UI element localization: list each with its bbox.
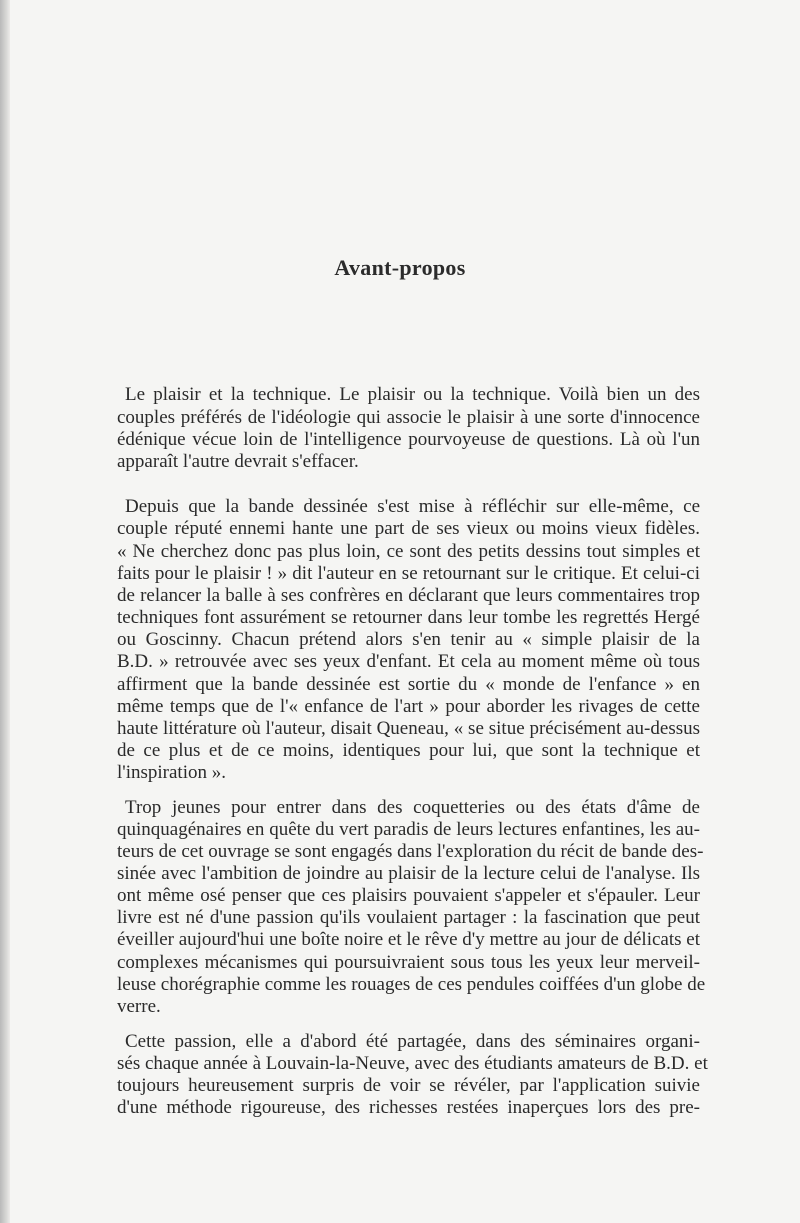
text-line: toujours heureusement surpris de voir se révéler, par l'application suivie — [117, 1075, 700, 1096]
text-line: « Ne cherchez donc pas plus loin, ce sont des petits dessins tout simples et — [117, 541, 700, 562]
text-line-content: Le plaisir et la technique. Le plaisir ou la technique. Voilà bien un des — [125, 384, 700, 405]
text-line: B.D. » retrouvée avec ses yeux d'enfant. Et cela au moment même où tous — [117, 651, 700, 672]
text-line: ou Goscinny. Chacun prétend alors s'en tenir au « simple plaisir de la — [117, 629, 700, 650]
text-line: Depuis que la bande dessinée s'est mise à réfléchir sur elle-même, ce — [125, 496, 700, 517]
text-line: livre est né d'une passion qu'ils voulaient partager : la fascination que peut — [117, 907, 700, 928]
text-line: leuse chorégraphie comme les rouages de ces pendules coiffées d'un globe de — [117, 974, 706, 995]
text-line: teurs de cet ouvrage se sont engagés dans l'exploration du récit de bande des- — [117, 841, 704, 862]
text-line: même temps que de l'« enfance de l'art » pour aborder les rivages de cette — [117, 696, 700, 717]
text-line: édénique vécue loin de l'intelligence pourvoyeuse de questions. Là où l'un — [117, 429, 700, 450]
text-line: de relancer la balle à ses confrères en déclarant que leurs commentaires trop — [117, 585, 700, 606]
text-line: sinée avec l'ambition de joindre au plaisir de la lecture celui de l'analyse. Ils — [117, 863, 700, 884]
text-line: faits pour le plaisir ! » dit l'auteur en se retournant sur le critique. Et celui-ci — [117, 563, 700, 584]
text-line: techniques font assurément se retourner dans leur tombe les regrettés Hergé — [117, 607, 700, 628]
text-line: couple réputé ennemi hante une part de ses vieux ou moins vieux fidèles. — [117, 518, 700, 539]
text-line: Trop jeunes pour entrer dans des coquetteries ou des états d'âme de — [125, 797, 700, 818]
book-binding-edge — [0, 0, 10, 1223]
text-line: verre. — [117, 996, 161, 1017]
text-line — [125, 384, 700, 406]
text-line: ont même osé penser que ces plaisirs pouvaient s'appeler et s'épauler. Leur — [117, 885, 700, 906]
text-line: apparaît l'autre devrait s'effacer. — [117, 451, 359, 472]
text-line: complexes mécanismes qui poursuivraient sous tous les yeux leur merveil- — [117, 952, 700, 973]
text-line: éveiller aujourd'hui une boîte noire et le rêve d'y mettre au jour de délicats et — [117, 929, 700, 950]
text-line: couples préférés de l'idéologie qui associe le plaisir à une sorte d'innocence — [117, 407, 700, 428]
text-line: affirment que la bande dessinée est sortie du « monde de l'enfance » en — [117, 674, 700, 695]
text-line: de ce plus et de ce moins, identiques pour lui, que sont la technique et — [117, 740, 700, 761]
text-line: d'une méthode rigoureuse, des richesses restées inaperçues lors des pre- — [117, 1097, 700, 1118]
text-line: quinquagénaires en quête du vert paradis de leurs lectures enfantines, les au- — [117, 819, 700, 840]
text-line: l'inspiration ». — [117, 762, 226, 783]
text-line: sés chaque année à Louvain-la-Neuve, avec des étudiants amateurs de B.D. et — [117, 1053, 708, 1074]
chapter-title: Avant-propos — [334, 255, 466, 280]
text-line: haute littérature où l'auteur, disait Queneau, « se situe précisément au-dessus — [117, 718, 700, 739]
text-line: Cette passion, elle a d'abord été partagée, dans des séminaires organi- — [125, 1031, 700, 1052]
